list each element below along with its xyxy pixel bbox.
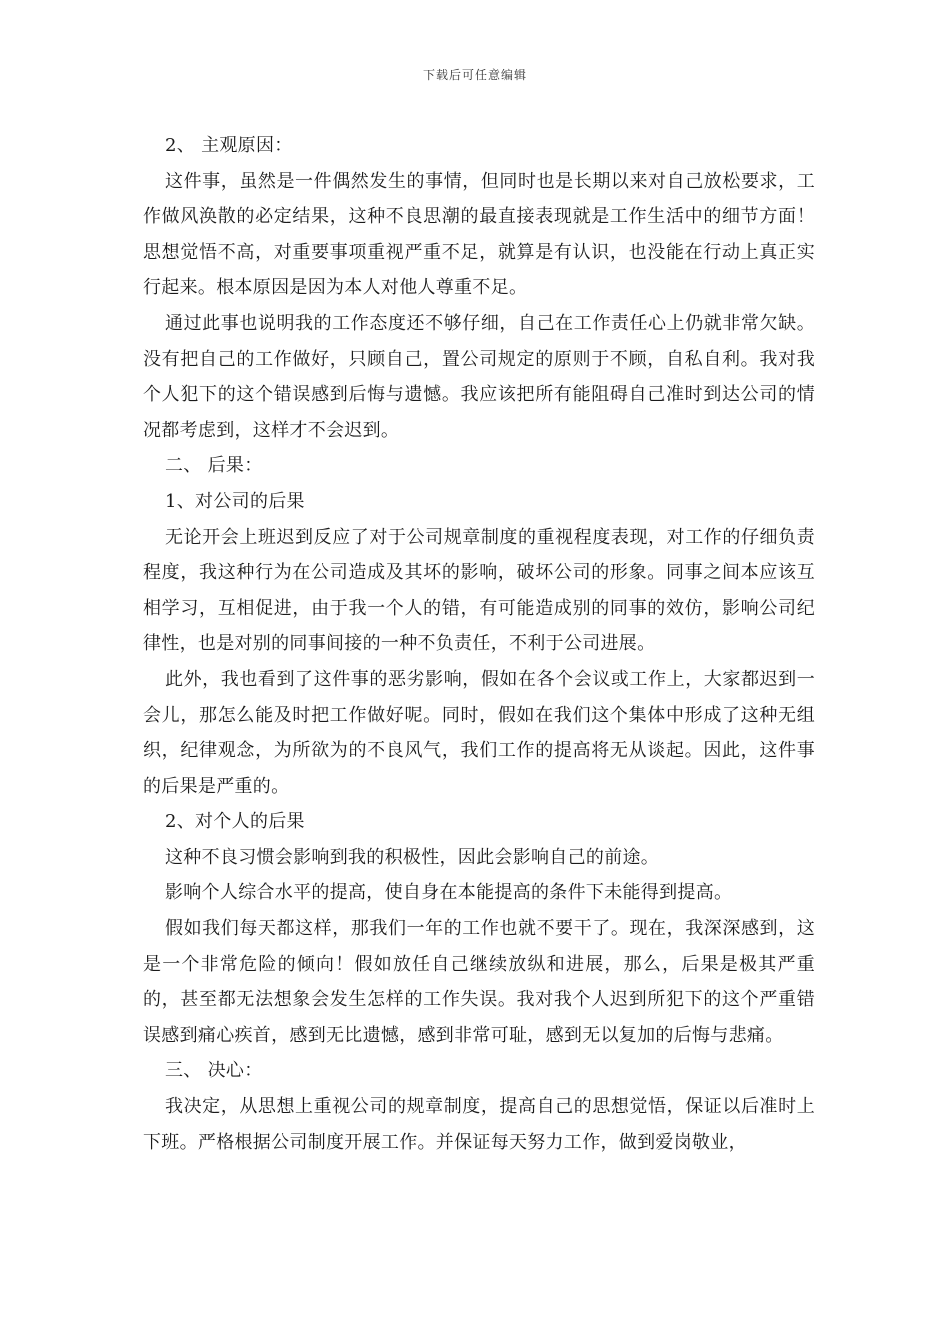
paragraph: 我决定，从思想上重视公司的规章制度，提高自己的思想觉悟，保证以后准时上下班。严格根据公司制度开展工作。并保证每天努力工作，做到爱岗敬业， (143, 1096, 815, 1153)
section-heading-consequences: 二、 后果： (165, 455, 263, 477)
subheading-company-consequences: 1、对公司的后果 (165, 490, 305, 512)
page-header: 下载后可任意编辑 (422, 68, 527, 82)
section-heading-resolution: 三、 决心： (165, 1060, 263, 1082)
paragraph: 影响个人综合水平的提高，使自身在本能提高的条件下未能得到提高。 (165, 882, 733, 904)
document-body (143, 128, 815, 1160)
paragraph: 假如我们每天都这样，那我们一年的工作也就不要干了。现在，我深深感到，这是一个非常危险的倾向！假如放任自己继续放纵和进展，那么，后果是极其严重的，甚至都无法想象会发生怎样的工作失误。我对我个人迟到所犯下的这个严重错误感到痛心疾首，感到无比遗憾，感到非常可耻，感到无以复加的后悔与悲痛。 (143, 918, 815, 1046)
section-heading-subjective-causes: 2、 主观原因： (165, 135, 293, 156)
paragraph: 通过此事也说明我的工作态度还不够仔细，自己在工作责任心上仍就非常欠缺。没有把自己的工作做好，只顾自己，置公司规定的原则于不顾，自私自利。我对我个人犯下的这个错误感到后悔与遗憾。我应该把所有能阻碍自己准时到达公司的情况都考虑到，这样才不会迟到。 (143, 312, 815, 441)
paragraph: 此外，我也看到了这件事的恶劣影响，假如在各个会议或工作上，大家都迟到一会儿，那怎么能及时把工作做好呢。同时，假如在我们这个集体中形成了这种无组织，纪律观念，为所欲为的不良风气，我们工作的提高将无从谈起。因此，这件事的后果是严重的。 (143, 668, 815, 797)
subheading-personal-consequences: 2、对个人的后果 (165, 811, 305, 833)
paragraph: 这件事，虽然是一件偶然发生的事情，但同时也是长期以来对自己放松要求，工作做风涣散的必定结果，这种不良思潮的最直接表现就是工作生活中的细节方面！思想觉悟不高，对重要事项重视严重不足，就算是有认识，也没能在行动上真正实行起来。根本原因是因为本人对他人尊重不足。 (143, 170, 815, 299)
paragraph: 无论开会上班迟到反应了对于公司规章制度的重视程度表现，对工作的仔细负责程度，我这种行为在公司造成及其坏的影响，破坏公司的形象。同事之间本应该互相学习，互相促进，由于我一个人的错，有可能造成别的同事的效仿，影响公司纪律性，也是对别的同事间接的一种不负责任，不利于公司进展。 (143, 526, 815, 655)
paragraph: 这种不良习惯会影响到我的积极性，因此会影响自己的前途。 (165, 846, 660, 868)
